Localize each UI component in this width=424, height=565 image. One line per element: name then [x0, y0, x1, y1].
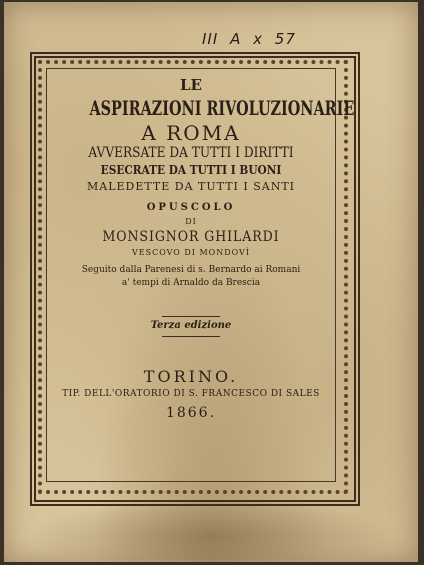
shelfmark-part: A: [230, 30, 242, 48]
rule-divider: [162, 316, 220, 317]
shelfmark-part: 57: [274, 30, 296, 48]
subtitle-line-1: AVVERSATE DA TUTTI I DIRITTI: [88, 145, 294, 161]
imprint-printer: TIP. DELL'ORATORIO DI S. FRANCESCO DI SALES: [62, 389, 320, 399]
paper-stain: [26, 500, 398, 560]
supplement-line-1: Seguito dalla Parenesi di s. Bernardo ai Romani: [81, 265, 301, 275]
title-location: A ROMA: [141, 121, 241, 145]
subtitle-line-3: MALEDETTE DA TUTTI I SANTI: [86, 180, 295, 193]
author-name: MONSIGNOR GHILARDI: [102, 229, 280, 245]
genre-label: OPUSCOLO: [146, 202, 236, 213]
main-title: ASPIRAZIONI RIVOLUZIONARIE: [89, 96, 355, 120]
shelfmark-part: x: [253, 30, 263, 48]
title-block: [50, 72, 355, 423]
shelfmark-part: III: [202, 30, 219, 48]
title-article: LE: [180, 76, 202, 94]
supplement-line-2: a' tempi di Arnaldo da Brescia: [121, 278, 261, 288]
by-label: DI: [185, 217, 197, 226]
rule-divider: [162, 336, 220, 337]
subtitle-line-2: ESECRATE DA TUTTI I BUONI: [100, 163, 282, 177]
imprint-city: TORINO.: [143, 367, 239, 386]
author-role: VESCOVO DI MONDOVÌ: [131, 248, 250, 257]
edition-label: Terza edizione: [150, 320, 232, 331]
imprint-year: 1866.: [165, 405, 217, 421]
